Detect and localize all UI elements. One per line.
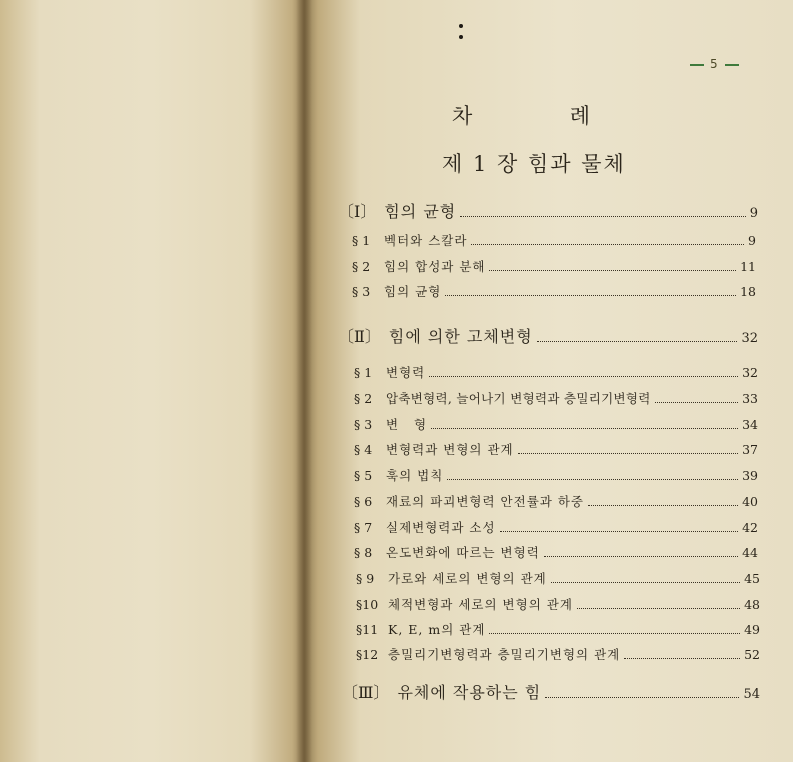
- entry-number: § 2: [352, 259, 371, 274]
- entry-number: § 1: [354, 365, 373, 380]
- toc-entry: [354, 466, 758, 484]
- page-number: 42: [742, 520, 758, 535]
- entry-title: 재료의 파괴변형력 안전률과 하중: [386, 494, 584, 509]
- toc-entry: [354, 543, 758, 561]
- leader-dots: [445, 295, 736, 296]
- section-number: 〔Ⅲ〕: [342, 683, 390, 702]
- entry-title: 힘의 합성과 분해: [384, 259, 486, 274]
- toc-entry: [354, 389, 758, 407]
- chapter-title: 제 1 장 힘과 물체: [442, 152, 626, 176]
- entry-number: § 6: [354, 494, 373, 509]
- entry-title: 벡터와 스칼라: [384, 233, 468, 248]
- page-folio: [684, 57, 745, 71]
- leader-dots: [489, 270, 736, 271]
- entry-number: §11: [356, 622, 379, 637]
- leader-dots: [460, 216, 745, 217]
- ink-speck: [457, 24, 467, 44]
- page-number: 33: [742, 391, 758, 406]
- entry-title: 변 형: [386, 417, 428, 432]
- section-title: 힘에 의한 고체변형: [388, 327, 533, 346]
- entry-number: § 2: [354, 391, 373, 406]
- folio-dash-left: [690, 64, 704, 66]
- section-heading: [342, 680, 760, 703]
- entry-title: 훅의 법칙: [386, 468, 444, 483]
- entry-title: 변형력: [386, 365, 426, 380]
- leader-dots: [544, 556, 738, 557]
- section-number: 〔Ⅰ〕: [338, 202, 377, 221]
- entry-number: §12: [356, 647, 379, 662]
- leader-dots: [518, 453, 738, 454]
- leader-dots: [500, 531, 739, 532]
- page-number: 39: [742, 468, 758, 483]
- section-number: 〔Ⅱ〕: [338, 327, 381, 346]
- page-number: 32: [741, 331, 758, 346]
- toc-entry: [354, 363, 758, 381]
- leader-dots: [431, 428, 738, 429]
- toc-title: [412, 100, 632, 130]
- toc-entry: [356, 645, 760, 663]
- leader-dots: [551, 582, 740, 583]
- page-number: 34: [742, 417, 758, 432]
- page-number: 9: [749, 206, 758, 221]
- toc-entry: [354, 518, 758, 536]
- entry-title: 체적변형과 세로의 변형의 관계: [388, 597, 573, 612]
- toc-entry: [354, 440, 758, 458]
- entry-number: § 3: [354, 417, 373, 432]
- leader-dots: [537, 341, 738, 342]
- entry-number: § 1: [352, 233, 371, 248]
- section-heading: [338, 199, 758, 222]
- right-page-toc: [312, 0, 793, 762]
- toc-entry: [354, 492, 758, 510]
- entry-title: K, E, m의 관계: [388, 622, 486, 637]
- entry-title: 압축변형력, 늘어나기 변형력과 층밀리기변형력: [386, 391, 651, 406]
- page-number: 40: [742, 494, 758, 509]
- toc-entry: [352, 257, 756, 275]
- toc-title-char-1: 차: [452, 104, 475, 128]
- leader-dots: [471, 244, 744, 245]
- entry-title: 힘의 균형: [384, 284, 442, 299]
- leader-dots: [624, 658, 740, 659]
- entry-number: §10: [356, 597, 379, 612]
- entry-number: § 4: [354, 442, 373, 457]
- toc-entry: [352, 282, 756, 300]
- toc-title-char-2: 례: [569, 104, 592, 128]
- section-heading: [338, 324, 758, 347]
- entry-number: § 9: [356, 571, 375, 586]
- toc-entry: [354, 415, 758, 433]
- page-number: 9: [748, 233, 756, 248]
- book-gutter: [296, 0, 312, 762]
- page-number: 45: [744, 571, 760, 586]
- leader-dots: [655, 402, 738, 403]
- leader-dots: [545, 697, 739, 698]
- page-number: 49: [744, 622, 760, 637]
- toc-entry: [352, 231, 756, 249]
- entry-title: 온도변화에 따르는 변형력: [386, 545, 540, 560]
- toc-entry: [356, 569, 760, 587]
- page-number: 54: [743, 687, 760, 702]
- leader-dots: [588, 505, 738, 506]
- section-title: 힘의 균형: [384, 202, 457, 221]
- page-number: 32: [742, 365, 758, 380]
- page-number: 11: [740, 259, 756, 274]
- page-number: 44: [742, 545, 758, 560]
- entry-title: 가로와 세로의 변형의 관계: [388, 571, 547, 586]
- leader-dots: [447, 479, 738, 480]
- entry-number: § 3: [352, 284, 371, 299]
- entry-number: § 7: [354, 520, 373, 535]
- leader-dots: [429, 376, 738, 377]
- toc-entry: [356, 620, 760, 638]
- folio-number: 5: [710, 57, 719, 71]
- entry-title: 실제변형력과 소성: [386, 520, 496, 535]
- toc-entry: [356, 595, 760, 613]
- page-number: 37: [742, 442, 758, 457]
- page-number: 18: [740, 284, 756, 299]
- entry-title: 층밀리기변형력과 층밀리기변형의 관계: [388, 647, 621, 662]
- entry-number: § 5: [354, 468, 373, 483]
- folio-dash-right: [725, 64, 739, 66]
- leader-dots: [577, 608, 740, 609]
- entry-title: 변형력과 변형의 관계: [386, 442, 514, 457]
- entry-number: § 8: [354, 545, 373, 560]
- left-page-blank: [0, 0, 300, 762]
- page-number: 52: [744, 647, 760, 662]
- leader-dots: [489, 633, 740, 634]
- section-title: 유체에 작용하는 힘: [397, 683, 542, 702]
- page-number: 48: [744, 597, 760, 612]
